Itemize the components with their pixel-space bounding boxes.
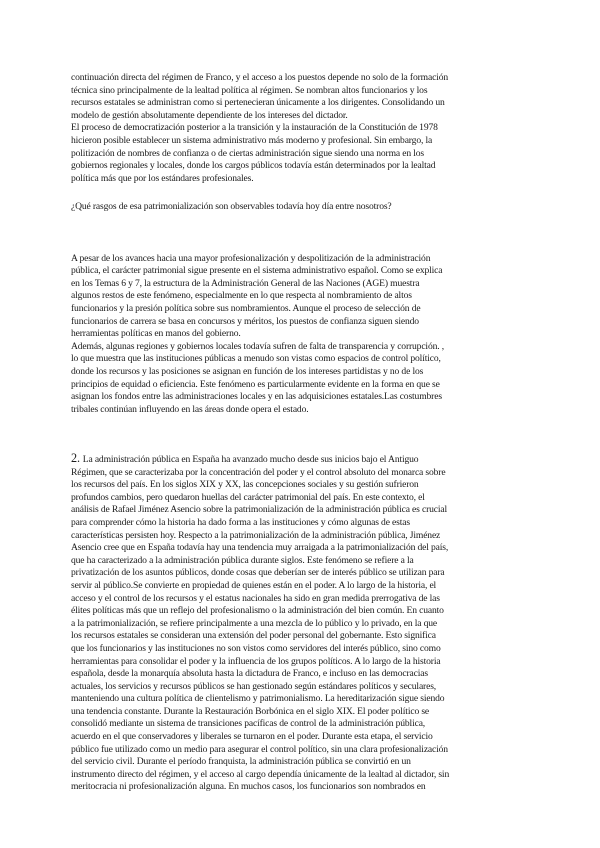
text-line: en los Temas 6 y 7, la estructura de la Administración General de las Naciones (AGE) muestra bbox=[71, 277, 420, 289]
text-line: asignan los fondos entre las administraciones locales y en las adquisiciones estatales.Las costumbres bbox=[71, 391, 442, 403]
text-line: los recursos del país. En los siglos XIX y XX, las concepciones sociales y su gestión sufrieron bbox=[71, 479, 419, 491]
text-line: técnica sino principalmente de la lealtad política al régimen. Se nombran altos funcionarios y los bbox=[71, 84, 428, 96]
text-line: Asencio cree que en España todavía hay una tendencia muy arraigada a la patrimonialización del país, bbox=[71, 542, 449, 554]
text-line: manteniendo una cultura política de clientelismo y patrimonialismo. La hereditarización sigue siendo bbox=[71, 693, 445, 705]
section-number: 2. bbox=[71, 451, 83, 465]
paragraph-block-continuation bbox=[71, 72, 531, 185]
text-line: para comprender cómo la historia ha dado forma a las instituciones y cómo algunas de estas bbox=[71, 516, 410, 528]
text-line: gobiernos regionales y locales, donde los cargos públicos todavía están determinados por la lealtad bbox=[71, 160, 436, 172]
paragraph-block-section-2 bbox=[71, 452, 531, 794]
text-line: acuerdo en el que conservadores y liberales se turnaron en el poder. Durante esta etapa, el servicio bbox=[71, 731, 433, 743]
text-line: funcionarios y la presión política sobre sus nombramientos. Aunque el proceso de selección de bbox=[71, 302, 421, 314]
text-line: privatización de los asuntos públicos, donde cosas que deberían ser de interés público se utilizan para bbox=[71, 567, 445, 579]
text-line: servir al público.Se convierte en propiedad de quienes están en el poder. A lo largo de la historia, el bbox=[71, 579, 437, 591]
text-line: meritocracia ni profesionalización alguna. En muchos casos, los funcionarios son nombrados en bbox=[71, 781, 426, 793]
text-line: profundos cambios, pero quedaron huellas del carácter patrimonial del país. En este contexto, el bbox=[71, 491, 425, 503]
text-line: recursos estatales se administran como si pertenecieran únicamente a los dirigentes. Consolidando un bbox=[71, 97, 445, 109]
text-line: donde los recursos y las posiciones se asignan en función de los intereses partidistas y no de los bbox=[71, 365, 424, 377]
text-line: consolidó mediante un sistema de transiciones pacíficas de control de la administración pública, bbox=[71, 718, 426, 730]
text-line: instrumento directo del régimen, y el acceso al cargo dependía únicamente de la lealtad al dictador, sin bbox=[71, 768, 450, 780]
text-line: del servicio civil. Durante el período franquista, la administración pública se convirtió en un bbox=[71, 756, 411, 768]
text-line: actuales, los servicios y recursos públicos se han gestionado según estándares políticos y seculares, bbox=[71, 680, 437, 692]
text-line: lo que muestra que las instituciones públicas a menudo son vistas como espacios de control político, bbox=[71, 353, 441, 365]
text-line: pública, el carácter patrimonial sigue presente en el sistema administrativo español. Como se explica bbox=[71, 265, 443, 277]
text-line: algunos restos de este fenómeno, especialmente en lo que respecta al nombramiento de altos bbox=[71, 290, 412, 302]
text-line: tribales continúan influyendo en las áreas donde opera el estado. bbox=[71, 403, 309, 415]
text-line: una tendencia constante. Durante la Restauración Borbónica en el siglo XIX. El poder político se bbox=[71, 705, 430, 717]
text-line: española, desde la monarquía absoluta hasta la dictadura de Franco, e incluso en las democracias bbox=[71, 668, 428, 680]
text-line: continuación directa del régimen de Franco, y el acceso a los puestos depende no solo de la formación bbox=[71, 72, 448, 83]
text-line: acceso y el control de los recursos y el estatus nacionales ha sido en gran medida prerrogativa de las bbox=[71, 592, 440, 604]
text-line: hicieron posible establecer un sistema administrativo más moderno y profesional. Sin embargo, la bbox=[71, 134, 433, 146]
text-line: que ha caracterizado a la administración pública durante siglos. Este fenómeno se refiere a la bbox=[71, 554, 414, 566]
text-line: herramientas políticas en manos del gobierno. bbox=[71, 328, 241, 340]
text-line bbox=[71, 240, 531, 253]
text-line: Régimen, que se caracterizaba por la concentración del poder y el control absoluto del monarca sobre bbox=[71, 466, 446, 478]
text-line: A pesar de los avances hacia una mayor profesionalización y despolitización de la administración bbox=[71, 252, 431, 264]
text-line: politización de nombres de confianza o de ciertas administración sigue siendo una norma en los bbox=[71, 147, 425, 159]
text-line: Además, algunas regiones y gobiernos locales todavía sufren de falta de transparencia y corrupción. , bbox=[71, 340, 444, 352]
text-line: ¿Qué rasgos de esa patrimonialización son observables todavía hoy día entre nosotros? bbox=[71, 201, 392, 212]
question-line bbox=[71, 201, 531, 214]
paragraph-block-answer bbox=[71, 240, 531, 416]
text-line bbox=[71, 452, 531, 467]
text-line: modelo de gestión absolutamente dependiente de los intereses del dictador. bbox=[71, 109, 348, 121]
text-line: que los funcionarios y las instituciones no son vistos como servidores del interés público, sino como bbox=[71, 642, 441, 654]
text-line: élites políticas más que un reflejo del profesionalismo o la administración del bien común. En cuanto bbox=[71, 605, 444, 617]
text-line: herramientas para consolidar el poder y la influencia de los grupos políticos. A lo largo de la historia bbox=[71, 655, 441, 667]
text-line: a la patrimonialización, se refiere principalmente a una mezcla de lo público y lo privado, en la que bbox=[71, 617, 438, 629]
text-line: El proceso de democratización posterior a la transición y la instauración de la Constitución de 1978 bbox=[71, 122, 438, 134]
text-line: principios de equidad o eficiencia. Este fenómeno es particularmente evidente en la forma en que se bbox=[71, 378, 440, 390]
text-line: características persisten hoy. Respecto a la patrimonialización de la administración pública, Jiménez bbox=[71, 529, 441, 541]
text-line: política más que por los estándares profesionales. bbox=[71, 172, 254, 184]
text-line: análisis de Rafael Jiménez Asencio sobre la patrimonialización de la administración pública es crucial bbox=[71, 504, 448, 516]
text-line: público fue utilizado como un medio para asegurar el control político, sin una clara profesionalización bbox=[71, 743, 448, 755]
text-line-content: La administración pública en España ha avanzado mucho desde sus inicios bajo el Antiguo bbox=[82, 454, 419, 465]
text-line: funcionarios de carrera se basa en concursos y méritos, los puestos de confianza siguen siendo bbox=[71, 315, 419, 327]
text-line: los recursos estatales se consideran una extensión del poder personal del gobernante. Esto significa bbox=[71, 630, 436, 642]
